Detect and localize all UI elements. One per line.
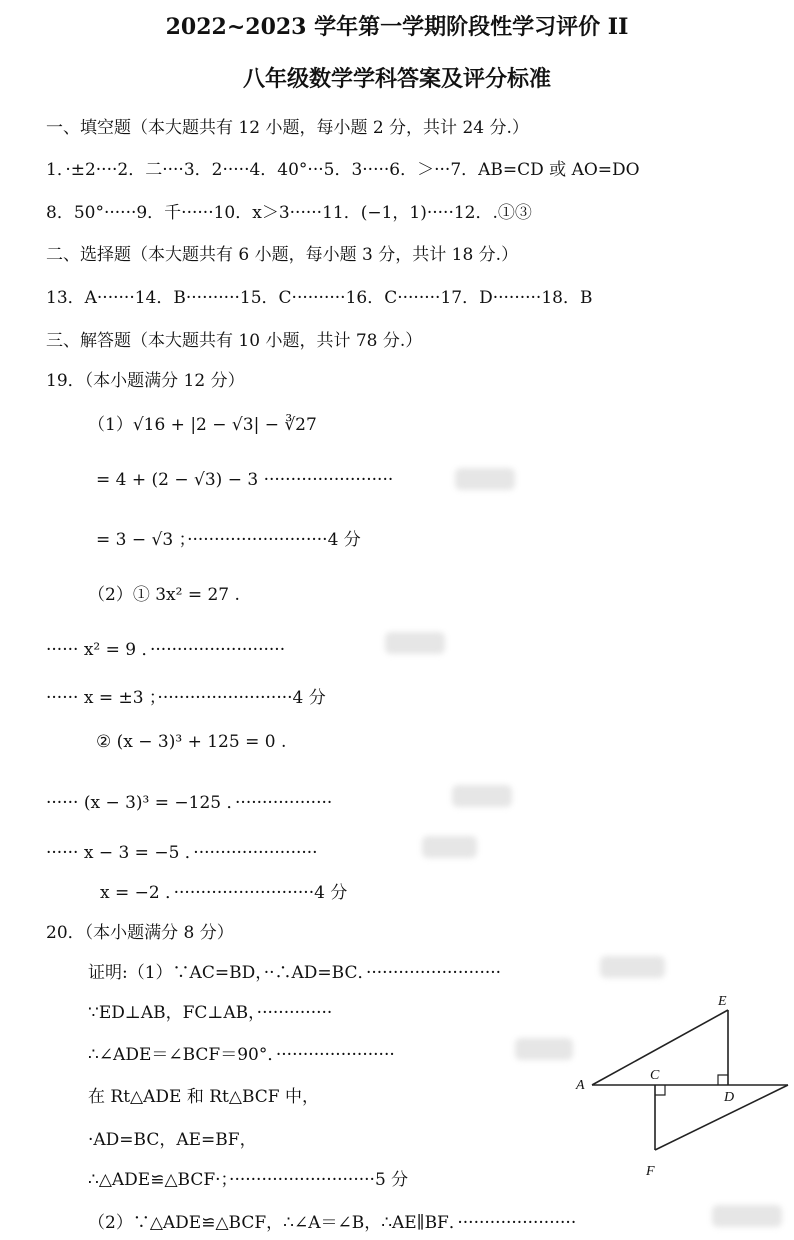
page-title: 2022~2023 学年第一学期阶段性学习评价 II [165, 14, 629, 40]
label-A: A [576, 1078, 585, 1093]
blur-smudge [452, 785, 512, 807]
q19-part1-expression: （1）√16 + |2 − √3| − ∛27 [88, 415, 317, 435]
q20-proof-line6: ∴△ADE≌△BCF·；···························5 分 [88, 1170, 409, 1190]
q19-part3-equation: ② (x − 3)³ + 125 = 0 . [96, 732, 287, 752]
q20-proof-line2: ∵ED⊥AB，FC⊥AB，·············· [88, 1003, 333, 1023]
section2-answers: 13．A·······14．B··········15．C··········16．C········17．D·········18．B [46, 288, 593, 308]
line-FB [655, 1085, 788, 1150]
label-D: D [724, 1090, 735, 1105]
line-AE [592, 1010, 728, 1085]
q19-part2-step1: ······ x² = 9 ．························· [46, 640, 286, 660]
q20-proof-line1: 证明:（1）∵AC=BD，··∴AD=BC．························· [88, 963, 502, 983]
q20-proof-line5: ·AD=BC，AE=BF， [88, 1130, 257, 1150]
section1-answers-row2: 8．50°······9．千······10．x＞3······11．(−1，1)·····12．.①③ [46, 203, 532, 223]
label-E: E [718, 994, 727, 1009]
blur-smudge [712, 1205, 782, 1227]
q20-part2-line: （2）∵△ADE≌△BCF，∴∠A＝∠B，∴AE∥BF．······················ [88, 1213, 577, 1233]
blur-smudge [455, 468, 515, 490]
section2-heading: 二、选择题（本大题共有 6 小题，每小题 3 分，共计 18 分.） [46, 245, 519, 265]
q20-proof-line3: ∴∠ADE＝∠BCF＝90°．······················ [88, 1045, 395, 1065]
blur-smudge [422, 836, 477, 858]
right-angle-mark-D [718, 1075, 728, 1085]
page-subtitle: 八年级数学学科答案及评分标准 [242, 66, 551, 92]
blur-smudge [600, 956, 665, 978]
q19-heading: 19．（本小题满分 12 分） [46, 371, 245, 391]
section1-heading: 一、填空题（本大题共有 12 小题，每小题 2 分，共计 24 分.） [46, 118, 529, 138]
label-F: F [646, 1164, 655, 1179]
q19-part2-step2: ······ x = ±3 ；·························4 分 [46, 688, 326, 708]
geometry-figure [570, 985, 794, 1185]
section1-answers-row1: 1．·±2····2．二····3．2·····4．40°···5．3·····6．＞···7．AB=CD 或 AO=DO [46, 160, 640, 180]
label-C: C [650, 1068, 660, 1083]
q20-heading: 20．（本小题满分 8 分） [46, 923, 234, 943]
blur-smudge [385, 632, 445, 654]
q19-part3-step2: ······ x − 3 = −5 ．······················· [46, 843, 318, 863]
q19-part1-step1: = 4 + (2 − √3) − 3 ························ [96, 470, 394, 490]
section3-heading: 三、解答题（本大题共有 10 小题，共计 78 分.） [46, 331, 423, 351]
q19-part1-step2: = 3 − √3 ；··························4 分 [96, 530, 361, 550]
q19-part3-step3: x = −2 ．··························4 分 [100, 883, 348, 903]
blur-smudge [515, 1038, 573, 1060]
q19-part2-equation: （2）① 3x² = 27 . [88, 585, 240, 605]
q20-proof-line4: 在 Rt△ADE 和 Rt△BCF 中， [88, 1087, 319, 1107]
q19-part3-step1: ······ (x − 3)³ = −125 ．·················· [46, 793, 333, 813]
right-angle-mark-C [655, 1085, 665, 1095]
